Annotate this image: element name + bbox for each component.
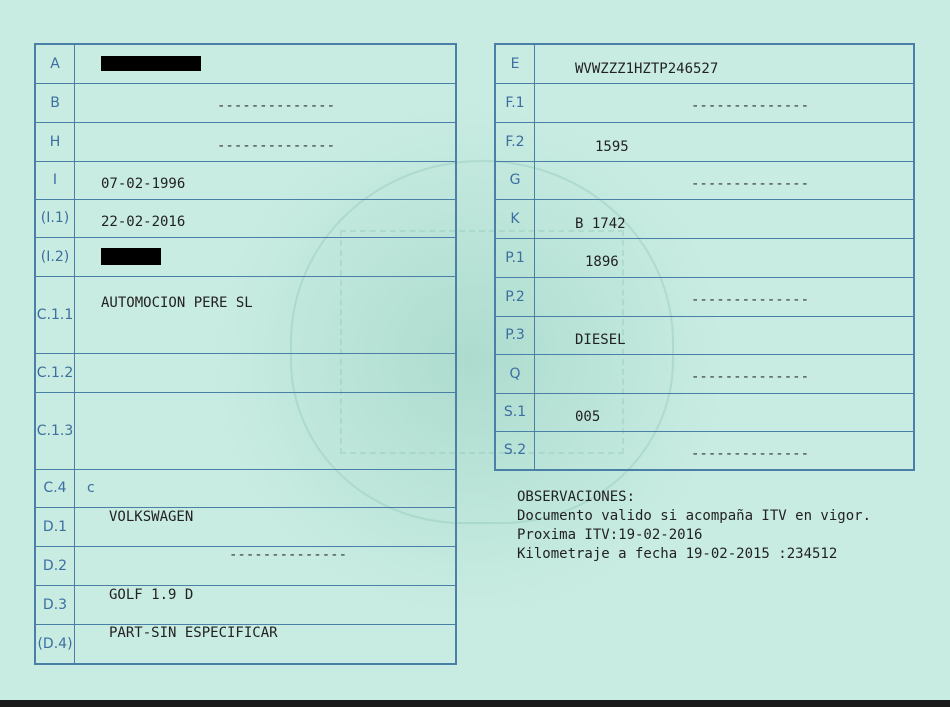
field-label: (I.2) — [35, 237, 75, 276]
field-value-s1: 005 — [575, 409, 601, 425]
field-label: S.2 — [495, 431, 535, 470]
row-s1 — [495, 393, 914, 431]
field-value-i2 — [75, 237, 457, 276]
row-s2 — [495, 431, 914, 470]
field-label: G — [495, 161, 535, 199]
field-value-s2: -------------- — [691, 446, 810, 463]
row-d4 — [35, 624, 456, 664]
field-label: (I.1) — [35, 199, 75, 237]
field-value-c11: AUTOMOCION PERE SL — [101, 294, 253, 311]
row-b — [35, 83, 456, 122]
field-value-h: -------------- — [217, 137, 336, 154]
field-value-d4: PART-SIN ESPECIFICAR — [109, 624, 278, 641]
field-label: D.3 — [35, 585, 75, 624]
field-value-i: 07-02-1996 — [101, 176, 186, 192]
left-fields-table — [34, 43, 457, 665]
field-label: D.2 — [35, 546, 75, 585]
field-label: P.3 — [495, 316, 535, 354]
row-g — [495, 161, 914, 199]
row-i1 — [35, 199, 456, 237]
field-value-d3: GOLF 1.9 D — [109, 586, 194, 603]
field-value-f1: -------------- — [691, 97, 810, 114]
field-value-c12 — [75, 353, 457, 392]
field-value-g: -------------- — [691, 176, 810, 192]
row-f2 — [495, 122, 914, 161]
field-label: C.4 — [35, 469, 75, 507]
row-d3 — [35, 585, 456, 624]
observations-line: Kilometraje a fecha 19-02-2015 :234512 — [517, 546, 838, 562]
field-label: H — [35, 122, 75, 161]
field-label: E — [495, 44, 535, 83]
observations-block — [517, 488, 871, 564]
field-value-i1: 22-02-2016 — [101, 214, 186, 230]
field-label: Q — [495, 354, 535, 393]
field-label: C.1.3 — [35, 392, 75, 469]
field-value-d2: -------------- — [229, 546, 348, 563]
row-i2 — [35, 237, 456, 276]
row-c4 — [35, 469, 456, 507]
observations-line: Proxima ITV:19-02-2016 — [517, 527, 703, 543]
row-i — [35, 161, 456, 199]
field-label: B — [35, 83, 75, 122]
field-value-p1: 1896 — [585, 253, 619, 270]
row-q — [495, 354, 914, 393]
observations-line: Documento valido si acompaña ITV en vigor. — [517, 508, 872, 524]
field-value-p2: -------------- — [691, 291, 810, 308]
field-value-p3: DIESEL — [575, 332, 626, 348]
field-value-c13 — [75, 392, 457, 469]
row-a — [35, 44, 456, 83]
field-label: C.1.2 — [35, 353, 75, 392]
field-label: P.1 — [495, 238, 535, 277]
field-label: A — [35, 44, 75, 83]
field-label: I — [35, 161, 75, 199]
row-d2 — [35, 546, 456, 585]
row-p1 — [495, 238, 914, 277]
row-c11 — [35, 276, 456, 353]
row-h — [35, 122, 456, 161]
field-value-b: -------------- — [217, 97, 336, 114]
field-label: (D.4) — [35, 624, 75, 664]
row-p3 — [495, 316, 914, 354]
right-fields-table — [494, 43, 915, 471]
field-value-f2: 1595 — [595, 138, 629, 155]
redaction-bar — [101, 56, 201, 71]
row-f1 — [495, 83, 914, 122]
row-k — [495, 199, 914, 238]
field-label: F.2 — [495, 122, 535, 161]
scan-edge — [0, 700, 950, 707]
redaction-bar — [101, 248, 161, 265]
field-value-a — [75, 44, 457, 83]
row-c12 — [35, 353, 456, 392]
field-label: C.1.1 — [35, 276, 75, 353]
row-p2 — [495, 277, 914, 316]
field-value-e: WVWZZZ1HZTP246527 — [575, 60, 719, 77]
field-value-q: -------------- — [691, 368, 810, 385]
field-label: F.1 — [495, 83, 535, 122]
field-label: P.2 — [495, 277, 535, 316]
row-d1 — [35, 507, 456, 546]
field-value-d1: VOLKSWAGEN — [109, 508, 194, 525]
field-value-c4: c — [87, 480, 95, 496]
field-value-k: B 1742 — [575, 215, 626, 232]
row-e — [495, 44, 914, 83]
observations-title: OBSERVACIONES: — [517, 489, 636, 505]
row-c13 — [35, 392, 456, 469]
field-label: S.1 — [495, 393, 535, 431]
field-label: D.1 — [35, 507, 75, 546]
field-label: K — [495, 199, 535, 238]
